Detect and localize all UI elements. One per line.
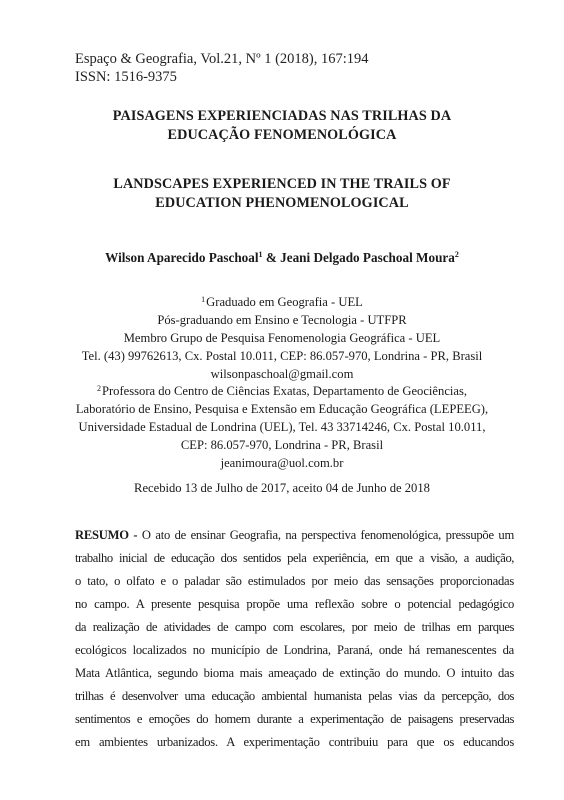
affiliation-2-line: CEP: 86.057-970, Londrina - PR, Brasil [180, 438, 384, 452]
title-pt-line-1: PAISAGENS EXPERIENCIADAS NAS TRILHAS DA [112, 108, 452, 124]
affiliation-2-mark: 2 [96, 384, 101, 393]
affiliation-2-email: jeanimoura@uol.com.br [220, 456, 344, 470]
affiliation-1-text: Graduado em Geografia - UEL [206, 295, 363, 309]
abstract-text: O ato de ensinar Geografia, na perspectiva fenomenológica, pressupõe um [141, 528, 514, 542]
received-dates: Recebido 13 de Julho de 2017, aceito 04 de Junho de 2018 [134, 481, 430, 495]
affiliation-2-line: Universidade Estadual de Londrina (UEL), Tel. 43 33714246, Cx. Postal 10.011, [78, 420, 486, 434]
abstract-line: em ambientes urbanizados. A experimentação contribuiu para que os educandos [75, 735, 514, 749]
affiliation-1-email: wilsonpaschoal@gmail.com [210, 367, 354, 381]
title-english [60, 175, 504, 213]
journal-issn: ISSN: 1516-9375 [75, 69, 177, 85]
affiliation-2-line [40, 380, 524, 400]
abstract-line: Mata Atlântica, segundo bioma mais ameaçado de extinção do mundo. O intuito das [75, 666, 514, 680]
title-pt-line-2: EDUCAÇÃO FENOMENOLÓGICA [167, 127, 397, 143]
affiliation-1 [40, 291, 524, 383]
title-en-line-1: LANDSCAPES EXPERIENCED IN THE TRAILS OF [113, 176, 451, 192]
author-list [40, 246, 524, 267]
affiliation-1-line: Membro Grupo de Pesquisa Fenomenologia Geográfica - UEL [123, 331, 441, 345]
abstract-line: no campo. A presente pesquisa propõe uma reflexão sobre o potencial pedagógico [75, 597, 514, 611]
author-2-mark: 2 [454, 250, 459, 259]
author-1: Wilson Aparecido Paschoal [105, 250, 259, 265]
affiliation-1-line: Tel. (43) 99762613, Cx. Postal 10.011, CEP: 86.057-970, Londrina - PR, Brasil [81, 349, 483, 363]
abstract-line: ecológicos localizados no município de Londrina, Paraná, onde há remanescentes da [75, 643, 514, 657]
journal-header [75, 50, 369, 86]
author-separator: & [262, 250, 281, 265]
affiliation-2-text: Professora do Centro de Ciências Exatas, Departamento de Geociências, [101, 384, 468, 398]
abstract-line: o tato, o olfato e o paladar são estimulados por meio das sensações proporcionadas [75, 574, 514, 588]
abstract-line [75, 524, 514, 547]
title-portuguese [60, 107, 504, 145]
abstract-line: trabalho inicial de educação dos sentidos pela experiência, em que a visão, a audição, [75, 551, 514, 565]
affiliation-1-line: Pós-graduando em Ensino e Tecnologia - UTFPR [157, 313, 407, 327]
author-1-mark: 1 [258, 250, 263, 259]
affiliation-2 [40, 380, 524, 472]
abstract [75, 524, 514, 754]
journal-citation: Espaço & Geografia, Vol.21, Nº 1 (2018), 167:194 [75, 51, 369, 67]
abstract-line: da realização de atividades de campo com escolares, por meio de trilhas em parques [75, 620, 514, 634]
affiliation-1-mark: 1 [201, 295, 206, 304]
title-en-line-2: EDUCATION PHENOMENOLOGICAL [155, 195, 409, 211]
abstract-label: RESUMO - [75, 528, 142, 542]
affiliation-1-line [40, 291, 524, 311]
affiliation-2-line: Laboratório de Ensino, Pesquisa e Extensão em Educação Geográfica (LEPEEG), [75, 402, 489, 416]
abstract-line: sentimentos e emoções do homem durante a experimentação de paisagens preservadas [75, 712, 514, 726]
abstract-line: trilhas é desenvolver uma educação ambiental humanista pelas vias da percepção, dos [75, 689, 514, 703]
author-2: Jeani Delgado Paschoal Moura [280, 250, 455, 265]
